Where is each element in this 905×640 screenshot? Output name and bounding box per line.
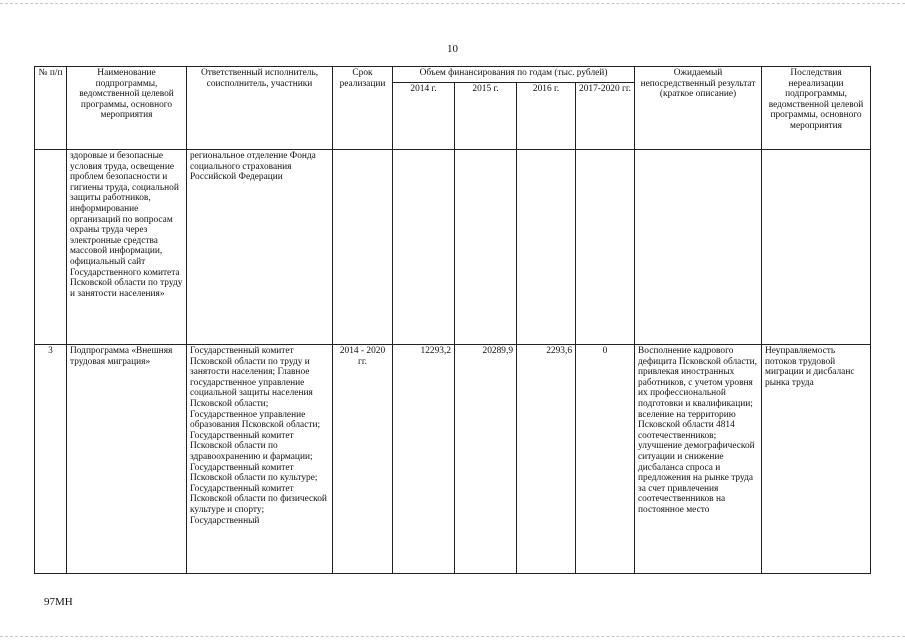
cell-result: [635, 150, 762, 345]
cell-term: 2014 - 2020 гг.: [333, 345, 393, 574]
header-2016: 2016 г.: [517, 83, 576, 150]
cell-2017-2020: [576, 150, 635, 345]
header-funding: Объем финансирования по годам (тыс. рублей): [393, 67, 635, 83]
cell-2017-2020: 0: [576, 345, 635, 574]
header-consequence: Последствия нереализации подпрограммы, ведомственной целевой программы, основного мероприятия: [762, 67, 871, 150]
header-executor: Ответственный исполнитель, соисполнитель, участники: [187, 67, 333, 150]
cell-consequence: [762, 150, 871, 345]
document-code: 97МН: [44, 596, 73, 608]
cell-name: здоровые и безопасные условия труда, освещение проблем безопасности и гигиены труда, социальной защиты работников, информирование организаций по вопросам охраны труда через электронные средства массовой информации, официальный сайт Государственного комитета Псковской области по труду и занятости населения»: [67, 150, 187, 345]
cell-executor-text: Государственный комитет Псковской области по труду и занятости населения; Главное государственное управление социальной защиты населения Псковской области; Государственное управление образования Псковской области; Государственный комитет Псковской области по здравоохранению и фармации; Государственный комитет Псковской области по культуре; Государственный комитет Псковской области по физической культуре и спорту; Государственный: [190, 346, 327, 526]
cell-2016: [517, 150, 576, 345]
cell-name: Подпрограмма «Внешняя трудовая миграция»: [67, 345, 187, 574]
table-row: [35, 150, 871, 345]
table-row: [35, 345, 871, 574]
header-2014: 2014 г.: [393, 83, 455, 150]
header-term: Срок реализации: [333, 67, 393, 150]
cell-consequence: Неуправляемость потоков трудовой миграции и дисбаланс рынка труда: [762, 345, 871, 574]
cell-result: [635, 345, 762, 574]
header-name: Наименование подпрограммы, ведомственной целевой программы, основного мероприятия: [67, 67, 187, 150]
header-2017-2020: 2017-2020 гг.: [576, 83, 635, 150]
program-table: [34, 66, 870, 582]
header-result: Ожидаемый непосредственный результат (краткое описание): [635, 67, 762, 150]
cell-2016: 2293,6: [517, 345, 576, 574]
cell-term: [333, 150, 393, 345]
header-2015: 2015 г.: [455, 83, 517, 150]
scan-top-edge: [0, 3, 905, 4]
cell-2015: [455, 150, 517, 345]
cell-num: 3: [35, 345, 67, 574]
scan-bottom-edge: [0, 636, 905, 637]
cell-2014: [393, 150, 455, 345]
cell-num: [35, 150, 67, 345]
table-header-row: [35, 67, 871, 83]
cell-result-text: Восполнение кадрового дефицита Псковской области, привлекая иностранных работников, с учетом уровня их профессиональной подготовки и квалификации; вселение на территорию Псковской области 4814 соотечественников; улучшение демографической ситуации и снижение дисбаланса спроса и предложения на рынке труда за счет привлечения соотечественников на постоянное место: [638, 346, 757, 515]
header-num: № п/п: [35, 67, 67, 150]
cell-executor: региональное отделение Фонда социального страхования Российской Федерации: [187, 150, 333, 345]
page-number: 10: [447, 43, 458, 55]
cell-2014: 12293,2: [393, 345, 455, 574]
cell-2015: 20289,9: [455, 345, 517, 574]
cell-executor: [187, 345, 333, 574]
